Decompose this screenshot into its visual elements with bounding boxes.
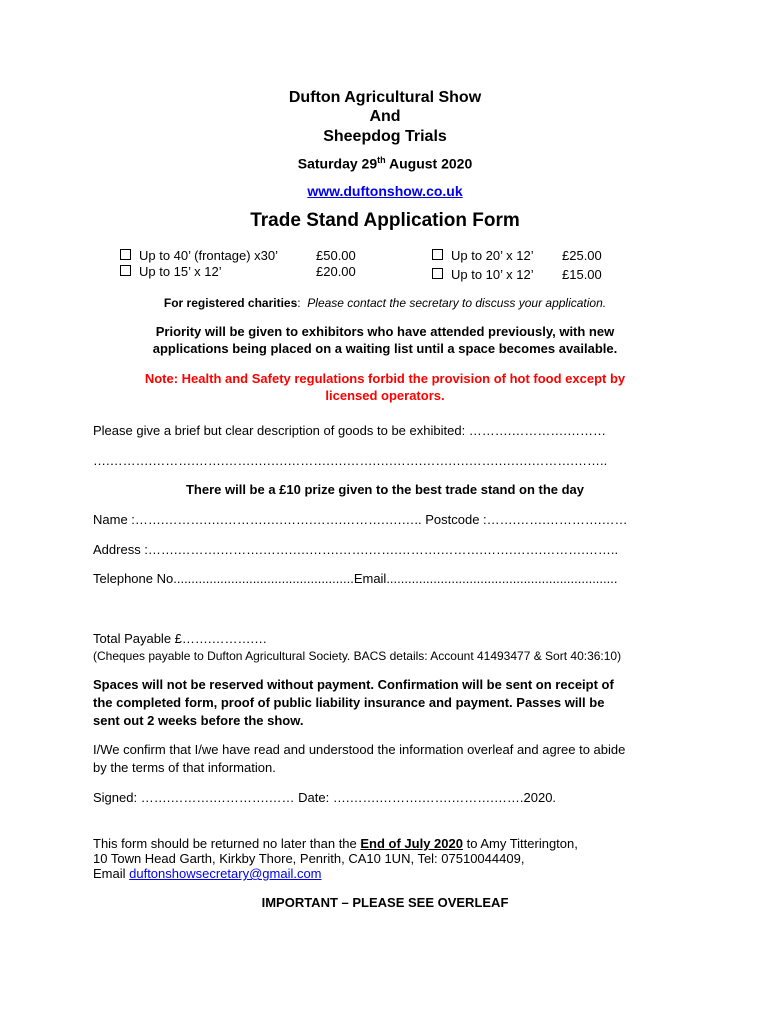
website-link[interactable]: www.duftonshow.co.uk [307, 183, 463, 199]
fee-option-1[interactable] [120, 248, 278, 263]
important-notice: IMPORTANT – PLEASE SEE OVERLEAF [261, 895, 509, 910]
charities-colon: : [297, 296, 301, 310]
return-suffix: to Amy Titterington, [462, 836, 578, 851]
fee-label: Up to 15’ x 12’ [139, 264, 222, 279]
spaces-line-1: Spaces will not be reserved without payment. Confirmation will be sent on receipt of [93, 677, 614, 692]
confirm-line-1: I/We confirm that I/we have read and understood the information overleaf and agree to abide [93, 742, 626, 757]
fee-price: £50.00 [316, 248, 356, 263]
fee-label: Up to 40’ (frontage) x30’ [139, 248, 278, 263]
note-line-2: licensed operators. [325, 388, 445, 403]
spaces-line-3: sent out 2 weeks before the show. [93, 713, 304, 728]
email-link[interactable]: duftonshowsecretary@gmail.com [129, 866, 322, 881]
charities-note [0, 296, 770, 310]
description-field[interactable]: Please give a brief but clear description of goods to be exhibited: ……….………….……… [93, 423, 607, 438]
checkbox-icon[interactable] [120, 249, 131, 260]
cheques-info: (Cheques payable to Dufton Agricultural Society. BACS details: Account 41493477 & Sort 40:36:10) [93, 649, 622, 663]
fee-option-4[interactable] [432, 267, 534, 282]
name-postcode-field[interactable]: Name :…….……….….……….….…….…….……….….….. Postcode :…….…….………….…… [93, 512, 628, 527]
checkbox-icon[interactable] [432, 268, 443, 279]
checkbox-icon[interactable] [432, 249, 443, 260]
priority-line-2: applications being placed on a waiting list until a space becomes available. [152, 341, 618, 356]
charities-text: Please contact the secretary to discuss your application. [307, 296, 607, 310]
show-title: Dufton Agricultural Show [288, 89, 482, 106]
total-payable-field[interactable]: Total Payable £…….……….… [93, 631, 268, 646]
fee-price: £25.00 [562, 248, 602, 263]
prize-notice: There will be a £10 prize given to the best trade stand on the day [185, 482, 585, 497]
date-suffix: August 2020 [385, 155, 473, 172]
charities-label: For registered charities [163, 296, 298, 310]
address-field[interactable]: Address :…….……….……….…….….…….…….…….……….……….…….…….……….…….. [93, 542, 619, 557]
fee-price: £15.00 [562, 267, 602, 282]
form-title: Trade Stand Application Form [250, 210, 520, 231]
checkbox-icon[interactable] [120, 265, 131, 276]
telephone-email-field[interactable]: Telephone No..................................................Email................................................................ [93, 571, 618, 586]
date-suffix-sup: th [377, 155, 386, 165]
show-title-and: And [369, 108, 401, 125]
fee-label: Up to 20’ x 12’ [451, 248, 534, 263]
show-subtitle: Sheepdog Trials [323, 128, 447, 145]
priority-line-1: Priority will be given to exhibitors who have attended previously, with new [155, 324, 615, 339]
fee-label: Up to 10’ x 12’ [451, 267, 534, 282]
return-line-1 [93, 836, 578, 851]
show-date [0, 155, 770, 172]
return-prefix: This form should be returned no later than the [93, 836, 361, 851]
description-field-line-2[interactable]: ….……….……….…….…….….….……….….…….….…….…….….…….….….……….…….. [93, 453, 608, 468]
date-prefix: Saturday 29 [297, 155, 378, 172]
confirm-line-2: by the terms of that information. [93, 760, 276, 775]
signed-date-field[interactable]: Signed: …….……….………….…… Date: ….…….……….…….……….…….2020. [93, 790, 557, 805]
fee-option-3[interactable] [432, 248, 534, 263]
website-line [0, 183, 770, 199]
return-deadline: End of July 2020 [360, 836, 463, 851]
email-label: Email [93, 866, 130, 881]
return-email-line [93, 866, 322, 881]
note-line-1: Note: Health and Safety regulations forbid the provision of hot food except by [144, 371, 626, 386]
fee-price: £20.00 [316, 264, 356, 279]
fee-option-2[interactable] [120, 264, 222, 279]
return-address: 10 Town Head Garth, Kirkby Thore, Penrith, CA10 1UN, Tel: 07510044409, [93, 851, 525, 866]
spaces-line-2: the completed form, proof of public liability insurance and payment. Passes will be [93, 695, 605, 710]
